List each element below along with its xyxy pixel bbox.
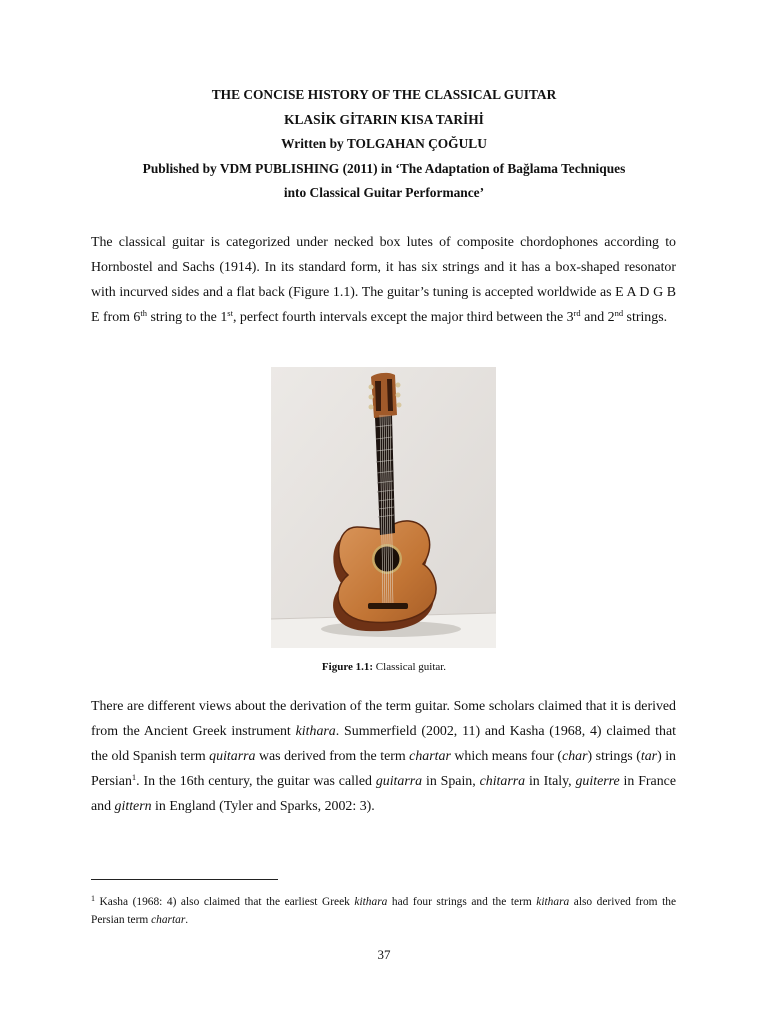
italic-term: gittern (114, 799, 152, 815)
author-prefix: Written by (281, 136, 344, 151)
superscript: st (227, 308, 233, 319)
document-header (90, 83, 678, 206)
text-run: string to the 1 (147, 310, 228, 326)
italic-term: kithara (354, 896, 388, 908)
text-run: in England (Tyler and Sparks, 2002: 3). (151, 799, 375, 815)
figure-caption (0, 661, 768, 673)
italic-term: tar (640, 749, 658, 765)
italic-term: guitarra (375, 774, 423, 790)
document-title-turkish: KLASİK GİTARIN KISA TARİHİ (284, 111, 484, 127)
italic-term: chitarra (479, 774, 526, 790)
text-run: . Summerfield (2002, 11) and Kasha (1968, 4) claimed that the old Spanish term (91, 724, 676, 765)
italic-term: chartar (409, 749, 451, 765)
text-run: was derived from the term (255, 749, 410, 765)
text-run: strings. (623, 310, 668, 326)
text-run: which means four ( (450, 749, 563, 765)
italic-term: kithara (295, 724, 336, 740)
text-run: , perfect fourth intervals except the major third between the 3 (232, 310, 574, 326)
page-number: 37 (377, 947, 391, 962)
figure-label: Figure 1.1: (321, 661, 374, 673)
text-run: in Spain, (422, 774, 480, 790)
superscript: th (140, 308, 148, 319)
text-run: and 2 (580, 310, 615, 326)
text-run: . In the 16th century, the guitar was called (136, 774, 376, 790)
text-run: The classical guitar is categorized under necked box lutes of composite chordophones according to Hornbostel and Sachs (1914). In its standard form, it has six strings and it has a box-shaped resonator with incurved sides and a flat back (Figure 1.1). The guitar’s tuning is accepted worldwide as E A D G B E from 6 (91, 235, 676, 326)
superscript: nd (614, 308, 624, 319)
italic-term: quitarra (209, 749, 256, 765)
text-run: ) in Persian (91, 749, 676, 790)
italic-term: chartar (151, 913, 186, 926)
guitar-photo (271, 367, 496, 648)
text-run: There are different views about the derivation of the term guitar. Some scholars claimed that it is derived from the Ancient Greek instrument (91, 699, 676, 740)
footnote-separator (91, 879, 278, 880)
paragraph-intro (91, 230, 676, 330)
guitar-illustration (271, 367, 496, 648)
italic-term: char (562, 749, 588, 765)
author-line (90, 132, 678, 157)
superscript: rd (573, 308, 581, 319)
text-run: in Italy, (525, 774, 576, 790)
publication-line-2: into Classical Guitar Performance’ (283, 185, 485, 200)
author-name: TOLGAHAN ÇOĞULU (346, 136, 487, 151)
footnote-marker: 1 (91, 894, 95, 903)
text-run: had four strings and the term (387, 896, 537, 908)
footnote-reference[interactable]: 1 (131, 772, 137, 783)
figure-caption-text: Classical guitar. (373, 661, 447, 673)
footnote (91, 894, 676, 929)
text-run: . (185, 913, 189, 926)
text-run: Kasha (1968: 4) also claimed that the earliest Greek (95, 896, 355, 908)
document-title: THE CONCISE HISTORY OF THE CLASSICAL GUITAR (211, 87, 557, 102)
text-run: ) strings ( (587, 749, 641, 765)
text-run: also derived from the Persian term (91, 896, 677, 926)
italic-term: kithara (536, 896, 570, 908)
paragraph-etymology (91, 694, 676, 819)
publication-line-1: Published by VDM PUBLISHING (2011) in ‘The Adaptation of Bağlama Techniques (142, 160, 626, 176)
italic-term: guiterre (575, 774, 620, 790)
text-run: in France and (91, 774, 677, 815)
